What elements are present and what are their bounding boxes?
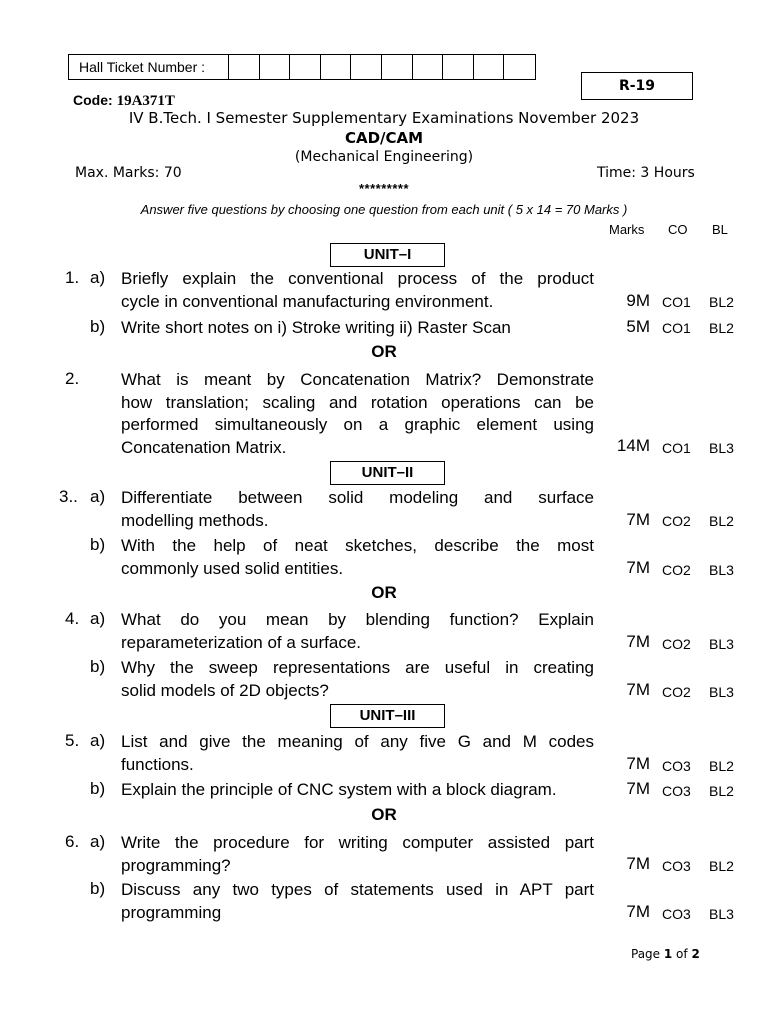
question-number: 6.: [65, 832, 80, 851]
marks-value: 7M: [626, 902, 650, 921]
question-line: how translation; scaling and rotation operations can be: [121, 392, 594, 412]
question-line: Concatenation Matrix.: [121, 437, 287, 457]
marks-value: 7M: [626, 558, 650, 577]
bl-value: BL2: [709, 758, 734, 774]
question-line: solid models of 2D objects?: [121, 680, 329, 700]
co-value: CO3: [662, 906, 691, 922]
co-value: CO1: [662, 294, 691, 310]
question-text: Explain the principle of CNC system with a block diagram.: [121, 780, 557, 799]
co-value: CO2: [662, 513, 691, 529]
subject-title: CAD/CAM: [344, 129, 424, 147]
question-text: Write short notes on i) Stroke writing ii) Raster Scan: [121, 318, 511, 337]
unit-heading: UNIT–II: [330, 461, 445, 485]
hall-ticket-cell[interactable]: [474, 55, 505, 79]
regulation-badge: R-19: [581, 72, 693, 100]
question-line: Discuss any two types of statements used in APT part: [121, 880, 594, 899]
question-line: What is meant by Concatenation Matrix? Demonstrate: [121, 370, 594, 389]
exam-time: Time: 3 Hours: [597, 165, 695, 181]
separator-stars: *********: [358, 181, 410, 196]
sub-question-label: a): [90, 609, 106, 628]
marks-value: 14M: [616, 436, 650, 455]
co-value: CO1: [662, 440, 691, 456]
hall-ticket-cell[interactable]: [321, 55, 352, 79]
hall-ticket-cell[interactable]: [290, 55, 321, 79]
co-value: CO2: [662, 684, 691, 700]
page-footer: [631, 947, 700, 961]
question-line: Differentiate between solid modeling and surface: [121, 488, 594, 507]
co-value: CO3: [662, 758, 691, 774]
col-header-bl: BL: [712, 222, 728, 237]
bl-value: BL3: [709, 906, 734, 922]
co-value: CO2: [662, 636, 691, 652]
marks-value: 7M: [626, 754, 650, 773]
question-number: 5.: [65, 731, 80, 750]
max-marks: Max. Marks: 70: [75, 165, 182, 181]
question-text: [121, 879, 594, 924]
question-number: 2.: [65, 369, 80, 388]
marks-value: 7M: [626, 854, 650, 873]
page-number: 1: [663, 947, 673, 961]
hall-ticket-label: Hall Ticket Number :: [69, 55, 229, 79]
question-text: [121, 832, 594, 877]
bl-value: BL2: [709, 783, 734, 799]
question-line: programming: [121, 902, 222, 922]
hall-ticket-cell[interactable]: [443, 55, 474, 79]
code-value: 19A371T: [116, 93, 175, 109]
bl-value: BL3: [709, 636, 734, 652]
sub-question-label: a): [90, 731, 106, 750]
question-number: 3..: [59, 487, 78, 506]
page-total: 2: [691, 947, 700, 961]
marks-value: 7M: [626, 510, 650, 529]
department: (Mechanical Engineering): [294, 149, 474, 165]
bl-value: BL3: [709, 562, 734, 578]
marks-value: 7M: [626, 680, 650, 699]
bl-value: BL2: [709, 858, 734, 874]
question-line: With the help of neat sketches, describe the most: [121, 536, 594, 555]
question-line: commonly used solid entities.: [121, 558, 344, 578]
code-label: Code:: [73, 92, 113, 108]
question-text: [121, 369, 594, 459]
hall-ticket-box: [68, 54, 536, 80]
question-text: [121, 657, 594, 702]
question-line: List and give the meaning of any five G and M codes: [121, 732, 594, 751]
question-number: 1.: [65, 268, 80, 287]
question-line: functions.: [121, 754, 194, 774]
question-line: Write the procedure for writing computer assisted part: [121, 833, 594, 852]
unit-heading: UNIT–I: [330, 243, 445, 267]
col-header-co: CO: [668, 222, 688, 237]
marks-value: 9M: [626, 291, 650, 310]
exam-title: IV B.Tech. I Semester Supplementary Examinations November 2023: [128, 109, 640, 127]
sub-question-label: b): [90, 779, 106, 798]
bl-value: BL2: [709, 320, 734, 336]
marks-value: 5M: [626, 317, 650, 336]
question-text: [121, 609, 594, 654]
question-line: reparameterization of a surface.: [121, 632, 362, 652]
question-line: modelling methods.: [121, 510, 269, 530]
question-line: Why the sweep representations are useful in creating: [121, 658, 594, 677]
sub-question-label: b): [90, 879, 106, 898]
sub-question-label: a): [90, 832, 106, 851]
subject-code: [73, 92, 175, 110]
sub-question-label: a): [90, 268, 106, 287]
question-line: programming?: [121, 855, 231, 875]
sub-question-label: b): [90, 317, 106, 336]
hall-ticket-cell[interactable]: [504, 55, 535, 79]
page-of: of: [672, 947, 692, 961]
unit-heading: UNIT–III: [330, 704, 445, 728]
marks-value: 7M: [626, 779, 650, 798]
hall-ticket-cell[interactable]: [413, 55, 444, 79]
question-line: What do you mean by blending function? Explain: [121, 610, 594, 629]
co-value: CO3: [662, 858, 691, 874]
or-separator: OR: [371, 583, 397, 602]
marks-value: 7M: [626, 632, 650, 651]
bl-value: BL3: [709, 684, 734, 700]
question-text: [121, 268, 594, 313]
question-text: [121, 535, 594, 580]
question-line: cycle in conventional manufacturing environment.: [121, 291, 494, 311]
co-value: CO3: [662, 783, 691, 799]
col-header-marks: Marks: [609, 222, 645, 237]
hall-ticket-cell[interactable]: [382, 55, 413, 79]
or-separator: OR: [371, 342, 397, 361]
sub-question-label: a): [90, 487, 106, 506]
hall-ticket-cell[interactable]: [351, 55, 382, 79]
sub-question-label: b): [90, 657, 106, 676]
hall-ticket-cell[interactable]: [260, 55, 291, 79]
hall-ticket-cell[interactable]: [229, 55, 260, 79]
question-text: [121, 487, 594, 532]
sub-question-label: b): [90, 535, 106, 554]
question-number: 4.: [65, 609, 80, 628]
question-line: performed simultaneously on a graphic element using: [121, 415, 594, 434]
bl-value: BL2: [709, 513, 734, 529]
question-line: Briefly explain the conventional process of the product: [121, 269, 594, 288]
bl-value: BL3: [709, 440, 734, 456]
bl-value: BL2: [709, 294, 734, 310]
page-prefix: Page: [631, 947, 664, 961]
co-value: CO1: [662, 320, 691, 336]
question-text: [121, 731, 594, 776]
instructions: Answer five questions by choosing one question from each unit ( 5 x 14 = 70 Marks ): [140, 202, 628, 217]
or-separator: OR: [371, 805, 397, 824]
co-value: CO2: [662, 562, 691, 578]
